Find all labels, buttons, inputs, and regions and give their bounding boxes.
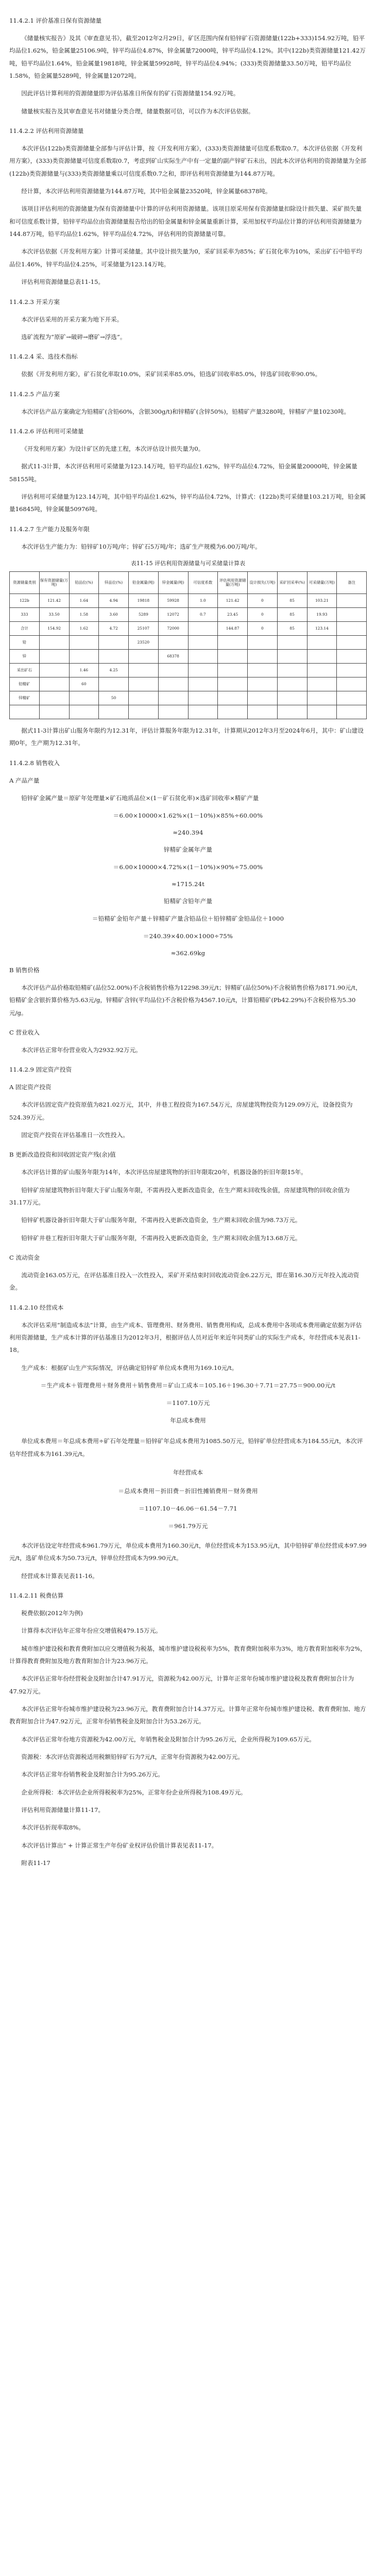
table-cell: 0 <box>248 607 278 621</box>
table-cell <box>248 663 278 677</box>
table-cell <box>129 649 159 663</box>
paragraph-text: 铅锌矿机器设备折旧年限大于矿山服务年限，不需再投入更新改造资金，生产期末回收余值为98.73万元。 <box>21 1216 301 1224</box>
table-cell <box>158 635 188 649</box>
table-cell: 25107 <box>129 621 159 635</box>
paragraph-text: 本次评估正常年份经营税金及附加合计47.91万元，资源税为42.00万元，计算年正常年份城市维护建设税及教育费附加合计为47.92万元。 <box>9 1675 354 1695</box>
section-heading: 11.4.2.5 产品方案 <box>9 390 60 398</box>
paragraph-text: 该项目评估利用的资源储量为保有资源储量中计算的评估利用资源储量。该项目原采用保有资源储量扣除设计损失量、采矿损失量和可信度系数计算，铅锌平均品位由资源储量报告给出的铅金属量和锌金属量重新计算，采用加权平均品位计算的评估利用资源储量为144.87万吨，铅平均品位1.62%，锌平均品位4.72%，评估利用的资源储量可靠。 <box>9 205 362 238</box>
table-cell: 23.45 <box>218 607 248 621</box>
sub-heading: B 销售价格 <box>9 966 40 974</box>
paragraph <box>9 1768 367 1781</box>
table-cell <box>188 677 218 691</box>
table-cell <box>99 649 129 663</box>
table-cell <box>248 691 278 705</box>
table-cell: 85 <box>277 607 307 621</box>
paragraph-text: 本次评估设定年经营成本961.79万元，单位成本费用为160.30元/t，单位经营成本为153.95元/t，其中铅锌矿单位经营成本97.99元/t，选矿单位成本为50.73元/t，锌单位经营成本为99.90元/t。 <box>9 1541 367 1562</box>
section-heading: 11.4.2.8 销售收入 <box>9 759 60 767</box>
formula-line: ＝240.39×40.00×1000÷75% <box>143 932 233 940</box>
section-heading: 11.4.2.2 评估利用资源储量 <box>9 127 84 135</box>
paragraph-text: 本次评估(122b)类资源储量全部参与评估计算，按《开发利用方案》，(333)类资源储量可信度系数取0.7。本次评估依据《开发利用方案》，(333)类资源储量可信度系数取0.7，考虑到矿山实际生产中有一定量的副产锌矿石未出，因此本次评估利用的资源储量为全部(122b)类资源储量与(333)类资源储量乘以可信度系数0.7之和，即评估利用资源储量为144.87万吨。 <box>9 145 367 177</box>
table-cell <box>337 705 367 719</box>
table-cell: 铅 <box>10 635 40 649</box>
table-cell: 合计 <box>10 621 40 635</box>
table-header-cell: 设计损失(万吨) <box>248 571 278 594</box>
table-cell: 铅精矿 <box>10 677 40 691</box>
table-cell <box>39 677 69 691</box>
formula-line: ＝铅精矿金铅年产量＋锌精矿产量含铅品位＋铅锌精矿金铅品位＋1000 <box>92 914 284 922</box>
paragraph <box>9 32 367 82</box>
paragraph-text: 企业所得税：本次评估企业所得税税率为25%，正常年份企业所得税为108.49万元。 <box>21 1788 247 1796</box>
formula-line: ＝1107.10－46.06－61.54－7.71 <box>139 1504 237 1512</box>
table-header-cell: 铅金属量(吨) <box>129 571 159 594</box>
table-cell <box>248 677 278 691</box>
table-row <box>10 663 367 677</box>
table-cell <box>99 705 129 719</box>
paragraph-text: 评估利用资源储量总表11-15。 <box>21 278 105 286</box>
paragraph <box>9 1857 367 1869</box>
section-heading: 11.4.2.1 评价基准日保有资源储量 <box>9 17 102 24</box>
paragraph <box>9 1839 367 1852</box>
paragraph <box>9 1607 367 1619</box>
table-header-cell: 资源储量类别 <box>10 571 40 594</box>
table-cell: 0.7 <box>188 607 218 621</box>
table-row <box>10 594 367 607</box>
table-row <box>10 705 367 719</box>
paragraph-text: 本次评估折现率取8%。 <box>21 1824 84 1832</box>
table-cell <box>10 705 40 719</box>
paragraph-text: 本次评估正常年份地方资源税为42.00万元，年销售税金及附加合计为95.26万元，企业所得税为109.65万元。 <box>21 1735 315 1743</box>
table-cell <box>188 649 218 663</box>
paragraph <box>9 1129 367 1141</box>
paragraph-text: 本次评估正常年份城市维护建设税为23.96万元，教育费附加合计14.37万元。计算年正常年份城市维护建设税、教育费附加、地方教育附加合计为47.92万元，正常年份销售税金及附加合计为53.26万元。 <box>9 1705 366 1725</box>
table-cell <box>307 705 337 719</box>
paragraph <box>9 1821 367 1834</box>
table-cell: 采出矿石 <box>10 663 40 677</box>
formula-caption: 年经营成本 <box>173 1468 203 1476</box>
paragraph <box>9 540 367 553</box>
table-cell <box>188 705 218 719</box>
table-row <box>10 635 367 649</box>
table-cell <box>277 677 307 691</box>
table-row <box>10 607 367 621</box>
table-row <box>10 691 367 705</box>
section-heading: 11.4.2.10 经营成本 <box>9 1303 64 1311</box>
table-cell <box>248 635 278 649</box>
paragraph <box>9 405 367 418</box>
table-cell <box>307 635 337 649</box>
paragraph-text: 据式11-3计算，本次评估利用可采储量为123.14万吨，铅平均品位1.62%，锌平均品位4.72%，铅金属量20000吨，锌金属量58155吨。 <box>9 463 357 483</box>
formula-line: ≈1715.24t <box>171 880 205 888</box>
table-cell <box>337 635 367 649</box>
paragraph <box>9 1044 367 1056</box>
table-cell: 85 <box>277 621 307 635</box>
section-heading: 11.4.2.3 开采方案 <box>9 298 60 306</box>
paragraph-text: 生产成本：根据矿山生产实际情况，评估确定铅锌矿单位成本费用为169.10元/t。 <box>21 1364 238 1371</box>
table-cell <box>39 663 69 677</box>
table-cell: 123.14 <box>307 621 337 635</box>
table-cell: 19818 <box>129 594 159 607</box>
paragraph <box>9 1098 367 1124</box>
table-cell: 103.21 <box>307 594 337 607</box>
table-cell: 68378 <box>158 649 188 663</box>
table-cell <box>39 691 69 705</box>
section-heading: 11.4.2.4 采、选技术指标 <box>9 353 78 361</box>
paragraph <box>9 1362 367 1374</box>
paragraph-text: 本次评估计算出“ + 计算正常生产年份矿业权评估价值计算表见表11-17。 <box>21 1841 218 1849</box>
table-cell <box>248 649 278 663</box>
formula-line: ＝6.00×10000×4.72%×(1－10%)×90%÷75.00% <box>113 863 263 871</box>
table-cell <box>337 663 367 677</box>
paragraph <box>9 368 367 380</box>
table-cell <box>337 649 367 663</box>
table-cell: 1.64 <box>69 594 99 607</box>
table-cell: 锌精矿 <box>10 691 40 705</box>
table-header-cell: 采矿回采率(%) <box>277 571 307 594</box>
paragraph <box>9 1751 367 1763</box>
paragraph <box>9 460 367 485</box>
paragraph <box>9 245 367 270</box>
paragraph-text: 本次评估采用“制造成本法”计算，由生产成本、管理费用、财务费用、销售费用构成，总成本费用中各项成本费用确定依据为评估利用资源储量，生产成本计算的评估基准日为2012年3月，根据评估人员对近年来近年同类矿山的实际生产成本，年经营成本见表11-18。 <box>9 1321 362 1354</box>
table-header-cell: 锌品位(%) <box>99 571 129 594</box>
sub-heading: A 产品产量 <box>9 776 40 784</box>
table-cell: 1.0 <box>188 594 218 607</box>
table-cell <box>277 663 307 677</box>
table-cell: 72000 <box>158 621 188 635</box>
formula-line: 锌精矿金属年产量 <box>163 845 213 853</box>
table-cell: 12072 <box>158 607 188 621</box>
table-cell <box>39 649 69 663</box>
formula-line: 铅精矿含铅年产量 <box>163 897 213 905</box>
paragraph <box>9 1184 367 1209</box>
paragraph-text: 固定资产投资在评估基准日一次性投入。 <box>21 1131 129 1139</box>
table-cell <box>158 705 188 719</box>
paragraph <box>9 1232 367 1244</box>
paragraph <box>9 276 367 288</box>
table-cell <box>188 635 218 649</box>
table-cell: 85 <box>277 594 307 607</box>
paragraph <box>9 185 367 197</box>
table-header-cell: 保有资源储量(万吨) <box>39 571 69 594</box>
paragraph <box>9 1435 367 1460</box>
table-row <box>10 649 367 663</box>
table-cell <box>158 663 188 677</box>
table-header-cell: 可信度系数 <box>188 571 218 594</box>
resource-table <box>9 571 367 719</box>
table-cell <box>188 621 218 635</box>
paragraph <box>9 1214 367 1226</box>
formula-line: ＝1107.10万元 <box>166 1399 210 1407</box>
table-cell: 0 <box>248 594 278 607</box>
section-heading: 11.4.2.11 税费估算 <box>9 1591 64 1599</box>
paragraph-text: 铅锌矿金属产量＝原矿年处理量×矿石地质品位×(1－矿石贫化率)×选矿回收率×精矿产量 <box>21 794 259 802</box>
paragraph <box>9 105 367 117</box>
paragraph <box>9 490 367 516</box>
table-header-cell: 锌金属量(吨) <box>158 571 188 594</box>
paragraph <box>9 792 367 804</box>
table-cell <box>277 691 307 705</box>
table-cell: 19.93 <box>307 607 337 621</box>
paragraph-text: 本次评估采用的开采方案为地下开采。 <box>21 315 123 323</box>
table-cell: 4.94 <box>99 594 129 607</box>
table-cell: 60 <box>69 677 99 691</box>
table-cell: 1.46 <box>69 663 99 677</box>
paragraph-text: 本次评估产品方案确定为铅精矿(含铅60%，含银300g/t)和锌精矿(含锌50%)，铅精矿产量3280吨，锌精矿产量10230吨。 <box>21 408 350 415</box>
table-cell <box>218 691 248 705</box>
table-cell: 0 <box>248 621 278 635</box>
paragraph-text: 本次评估正常年份销售税金及附加合计为95.26万元。 <box>21 1771 164 1778</box>
table-cell <box>277 635 307 649</box>
table-cell <box>218 635 248 649</box>
table-row <box>10 621 367 635</box>
table-cell <box>307 649 337 663</box>
paragraph <box>9 1570 367 1582</box>
table-cell <box>337 607 367 621</box>
paragraph <box>9 1319 367 1357</box>
paragraph <box>9 981 367 1019</box>
table-cell <box>158 691 188 705</box>
paragraph-text: 流动资金163.05万元，在评估基准日投入一次性投入，采矿开采结束时回收流动资金6.22万元，即在第16.30万元年投入流动资金。 <box>9 1272 360 1292</box>
table-cell: 59928 <box>158 594 188 607</box>
paragraph-text: 铅锌矿井巷工程折旧年限大于矿山服务年限，不需再投入更新改造资金，生产期末回收余值为13.68万元。 <box>21 1234 301 1242</box>
table-cell <box>39 635 69 649</box>
table-cell <box>69 705 99 719</box>
formula-line: ＝总成本费用－折旧费－折旧性摊销费用－财务费用 <box>118 1487 258 1495</box>
table-cell: 144.87 <box>218 621 248 635</box>
paragraph-text: 铅锌矿房屋建筑物折旧年限大于矿山服务年限，不需再投入更新改造资金，在生产期末回收残余值，房屋建筑物的回收余值为31.17万元。 <box>9 1186 350 1207</box>
sub-heading: C 流动资金 <box>9 1254 40 1262</box>
table-cell <box>218 663 248 677</box>
paragraph <box>9 1166 367 1178</box>
paragraph <box>9 87 367 99</box>
paragraph <box>9 202 367 240</box>
paragraph-text: 《开发利用方案》为设计矿区的先建工程，本次评估设计损失量为0。 <box>21 445 204 452</box>
table-cell <box>158 677 188 691</box>
table-cell <box>188 663 218 677</box>
paragraph <box>9 331 367 343</box>
paragraph-text: 选矿流程为“原矿→破碎→磨矿→浮选”。 <box>21 333 126 341</box>
paragraph <box>9 1672 367 1698</box>
paragraph <box>9 313 367 326</box>
table-cell: 122b <box>10 594 40 607</box>
table-cell: 121.42 <box>218 594 248 607</box>
formula-line: ＝961.79万元 <box>168 1522 208 1530</box>
table-cell: 121.42 <box>39 594 69 607</box>
paragraph <box>9 1269 367 1294</box>
table-header-cell: 评估利用资源储量(万吨) <box>218 571 248 594</box>
table-cell: 50 <box>99 691 129 705</box>
table-cell: 333 <box>10 607 40 621</box>
table-cell <box>248 705 278 719</box>
table-cell <box>129 677 159 691</box>
paragraph-text: 附表11-17 <box>21 1859 50 1867</box>
table-cell: 5289 <box>129 607 159 621</box>
table-cell <box>277 649 307 663</box>
paragraph <box>9 1786 367 1799</box>
table-cell <box>69 691 99 705</box>
formula-line: ≈362.69kg <box>170 949 206 957</box>
paragraph-text: 本次评估依据《开发利用方案》计算可采储量。其中设计损失量为0，采矿回采率为85%；矿石贫化率为10%，采出矿石中铅平均品位1.46%，锌平均品位4.25%，可采储量为123.14万吨。 <box>9 248 362 268</box>
table-cell <box>69 649 99 663</box>
paragraph <box>9 1804 367 1816</box>
table-cell <box>99 677 129 691</box>
paragraph <box>9 1733 367 1745</box>
table-cell <box>337 691 367 705</box>
paragraph <box>9 724 367 750</box>
sub-heading: A 固定资产投资 <box>9 1083 52 1091</box>
table-header-cell: 备注 <box>337 571 367 594</box>
table-cell <box>307 691 337 705</box>
paragraph-text: 资源税：本次评估资源税适用税额铅锌矿石为7元/t，正常年份资源税为42.00万元。 <box>21 1753 244 1760</box>
table-cell: 23520 <box>129 635 159 649</box>
sub-heading: B 更新改造投资和回收固定资产残(余)值 <box>9 1151 116 1159</box>
paragraph-text: 税费依据(2012年为例) <box>21 1609 83 1617</box>
paragraph-text: 本次评估产品价格取铅精矿(品位52.00%)不含税销售价格为12298.39元/t；锌精矿(品位50%)不含税销售价格为8171.90元/t，铅精矿金含银折算价格为5.63元/g，锌精矿含锌(平均品位)不含税价格为4567.10元/t，计算铅精矿(Pb42.29%)不含税价格为5.30元/g。 <box>9 984 362 1016</box>
table-cell: 154.92 <box>39 621 69 635</box>
paragraph-text: 本次评估计算的矿山服务年限为14年，本次评估房屋建筑物的折旧年限取20年，机器设备的折旧年限15年。 <box>21 1168 307 1176</box>
paragraph <box>9 1539 367 1565</box>
table-cell: 4.72 <box>99 621 129 635</box>
table-row <box>10 677 367 691</box>
table-cell <box>307 663 337 677</box>
table-cell <box>99 635 129 649</box>
formula-line: ≈240.394 <box>173 828 203 836</box>
table-cell <box>307 677 337 691</box>
paragraph-text: 单位成本费用＝年总成本费用÷矿石年处理量＝铅锌矿年总成本费用为1085.50万元，铅锌矿单位经营成本为184.55元/t，本次评估年经营成本为161.39元/t。 <box>9 1437 363 1458</box>
table-cell <box>218 649 248 663</box>
table-cell: 1.62 <box>69 621 99 635</box>
sub-heading: C 营业收入 <box>9 1029 40 1036</box>
table-header-cell: 铅品位(%) <box>69 571 99 594</box>
table-cell: 1.58 <box>69 607 99 621</box>
paragraph-text: 本次评估生产能力为：铅锌矿10万吨/年；锌矿石5万吨/年；选矿生产规模为6.00万吨/年。 <box>21 543 261 550</box>
table-cell <box>218 705 248 719</box>
table-cell <box>39 705 69 719</box>
paragraph <box>9 1703 367 1728</box>
table-header-row <box>10 571 367 594</box>
table-cell: 3.60 <box>99 607 129 621</box>
paragraph-text: 评估利用可采储量为123.14万吨，其中铅平均品位1.62%，锌平均品位4.72%，计算式：(122b)类可采储量103.21万吨，铅金属量16845吨，锌金属量50976吨。 <box>9 493 366 513</box>
paragraph-text: 依据《开发利用方案》，矿石贫化率取10.0%，采矿回采率85.0%，铅选矿回收率85.0%，锌选矿回收率90.0%。 <box>21 370 321 378</box>
formula-caption: 年总成本费用 <box>170 1417 206 1425</box>
table-cell <box>129 691 159 705</box>
paragraph-text: 因此评估计算利用的资源储量即为评估基准日所保有的矿石资源储量154.92万吨。 <box>21 90 240 97</box>
table-cell: 4.25 <box>99 663 129 677</box>
table-header-cell: 可采储量(万吨) <box>307 571 337 594</box>
paragraph-text: 评估利用资源储量计算11-17。 <box>21 1806 105 1814</box>
paragraph-text: 经营成本计算表见表11-16。 <box>21 1572 98 1580</box>
table-cell <box>337 677 367 691</box>
paragraph-text: 本次评估固定资产投资原值为821.02万元，其中，井巷工程投资为167.54万元，房屋建筑物投资为129.09万元，设备投资为524.39万元。 <box>9 1101 353 1121</box>
table-cell <box>188 691 218 705</box>
section-heading: 11.4.2.7 生产能力及服务年限 <box>9 525 90 533</box>
paragraph-text: 经计算，本次评估利用资源储量为144.87万吨，其中铅金属量23520吨，锌金属量68378吨。 <box>21 188 271 195</box>
paragraph-text: 本次评估正常年份营业收入为2932.92万元。 <box>21 1046 142 1054</box>
table-cell <box>129 705 159 719</box>
table-cell <box>129 663 159 677</box>
table-cell <box>337 621 367 635</box>
paragraph-text: 计算得本次评估年正常年份应交增值税479.15万元。 <box>21 1627 162 1635</box>
paragraph-text: 据式11-3计算出矿山服务年限约为12.31年，评估计算服务年限为12.31年，计算期从2012年3月至2024年6月，其中：矿山建设期0年，生产期为12.31年。 <box>9 726 364 747</box>
formula-line: ＝生产成本＋管理费用＋财务费用＋销售费用＝矿山工成本＝105.16＋196.30＋7.71＝27.75＝900.00元/t <box>40 1382 336 1389</box>
paragraph <box>9 142 367 180</box>
table-title: 表11-15 评估利用资源储量与可采储量计算表 <box>130 560 246 567</box>
table-cell: 锌 <box>10 649 40 663</box>
paragraph <box>9 1624 367 1637</box>
paragraph-text: 《储量核实报告》及其《审查意见书》，截至2012年2月29日，矿区范围内保有铅锌矿石资源储量(122b+333)154.92万吨，铅平均品位1.62%，铅金属量25106.9吨，锌平均品位4.87%，锌金属量72000吨，锌平均品位4.12%。其中(122b)类资源储量121.42万吨，铅平均品位1.64%，铅金属量19818吨，锌金属量59928吨，锌平均品位4.94%；(333)类资源储量33.50万吨，铅平均品位1.58%，铅金属量5289吨，锌金属量12072吨。 <box>9 35 366 80</box>
formula-line: ＝6.00×10000×1.62%×(1－10%)×85%÷60.00% <box>113 811 263 819</box>
table-cell <box>69 635 99 649</box>
paragraph-text: 城市维护建设税和教育费附加以应交增值税为税基，城市维护建设税税率为5%，教育费附加税率为3%，地方教育附加税率为2%，计算得教育费附加及地方教育附加合计为23.96万元。 <box>9 1645 366 1665</box>
section-heading: 11.4.2.9 固定资产投资 <box>9 1066 72 1074</box>
paragraph <box>9 443 367 455</box>
paragraph <box>9 1642 367 1668</box>
table-cell: 33.50 <box>39 607 69 621</box>
table-cell <box>337 594 367 607</box>
paragraph-text: 储量核实报告及其审查意见书对储量分类合理，储量数据可信，可以作为本次评估依据。 <box>21 107 254 115</box>
table-cell <box>218 677 248 691</box>
section-heading: 11.4.2.6 评估利用可采储量 <box>9 427 84 435</box>
table-cell <box>277 705 307 719</box>
